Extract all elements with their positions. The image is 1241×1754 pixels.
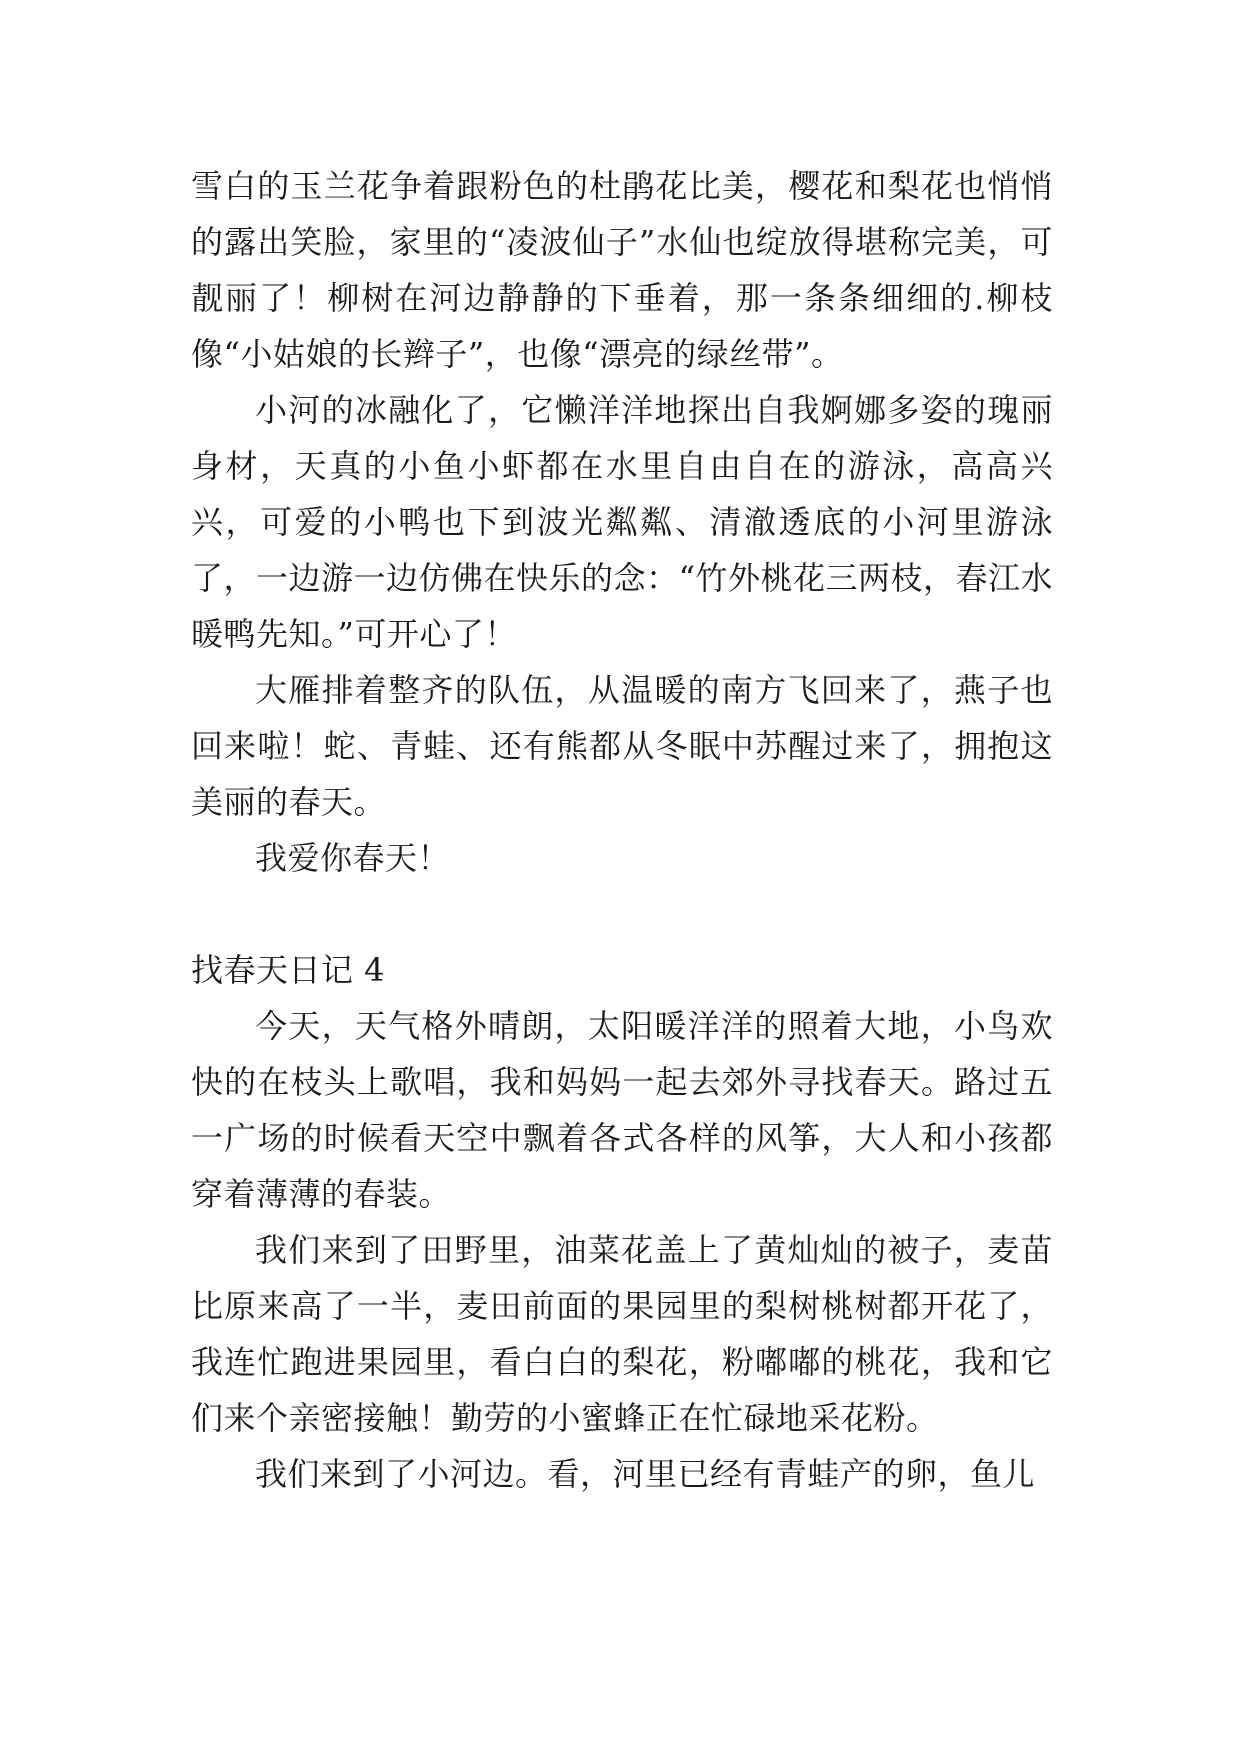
section-gap xyxy=(191,886,1053,942)
paragraph-river: 小河的冰融化了，它懒洋洋地探出自我婀娜多姿的瑰丽身材，天真的小鱼小虾都在水里自由自在的游泳，高高兴兴，可爱的小鸭也下到波光粼粼、清澈透底的小河里游泳了，一边游一边仿佛在快乐的念：“竹外桃花三两枝，春江水暖鸭先知。”可开心了！ xyxy=(191,391,1053,653)
paragraph-riverside: 我们来到了小河边。看，河里已经有青蛙产的卵，鱼儿 xyxy=(255,1455,1036,1493)
section-title: 找春天日记 4 xyxy=(191,951,386,989)
document-body xyxy=(191,158,1053,1502)
paragraph-love-spring: 我爱你春天！ xyxy=(255,839,451,877)
paragraph-weather: 今天，天气格外晴朗，太阳暖洋洋的照着大地，小鸟欢快的在枝头上歌唱，我和妈妈一起去郊外寻找春天。路过五一广场的时候看天空中飘着各式各样的风筝，大人和小孩都穿着薄薄的春装。 xyxy=(191,1007,1053,1213)
paragraph-flowers: 雪白的玉兰花争着跟粉色的杜鹃花比美，樱花和梨花也悄悄的露出笑脸，家里的“凌波仙子”水仙也绽放得堪称完美，可靓丽了！柳树在河边静静的下垂着，那一条条细细的.柳枝像“小姑娘的长辫子”，也像“漂亮的绿丝带”。 xyxy=(191,167,1053,373)
paragraph-fields: 我们来到了田野里，油菜花盖上了黄灿灿的被子，麦苗比原来高了一半，麦田前面的果园里的梨树桃树都开花了，我连忙跑进果园里，看白白的梨花，粉嘟嘟的桃花，我和它们来个亲密接触！勤劳的小蜜蜂正在忙碌地采花粉。 xyxy=(191,1231,1053,1437)
paragraph-birds: 大雁排着整齐的队伍，从温暖的南方飞回来了，燕子也回来啦！蛇、青蛙、还有熊都从冬眠中苏醒过来了，拥抱这美丽的春天。 xyxy=(191,671,1053,821)
